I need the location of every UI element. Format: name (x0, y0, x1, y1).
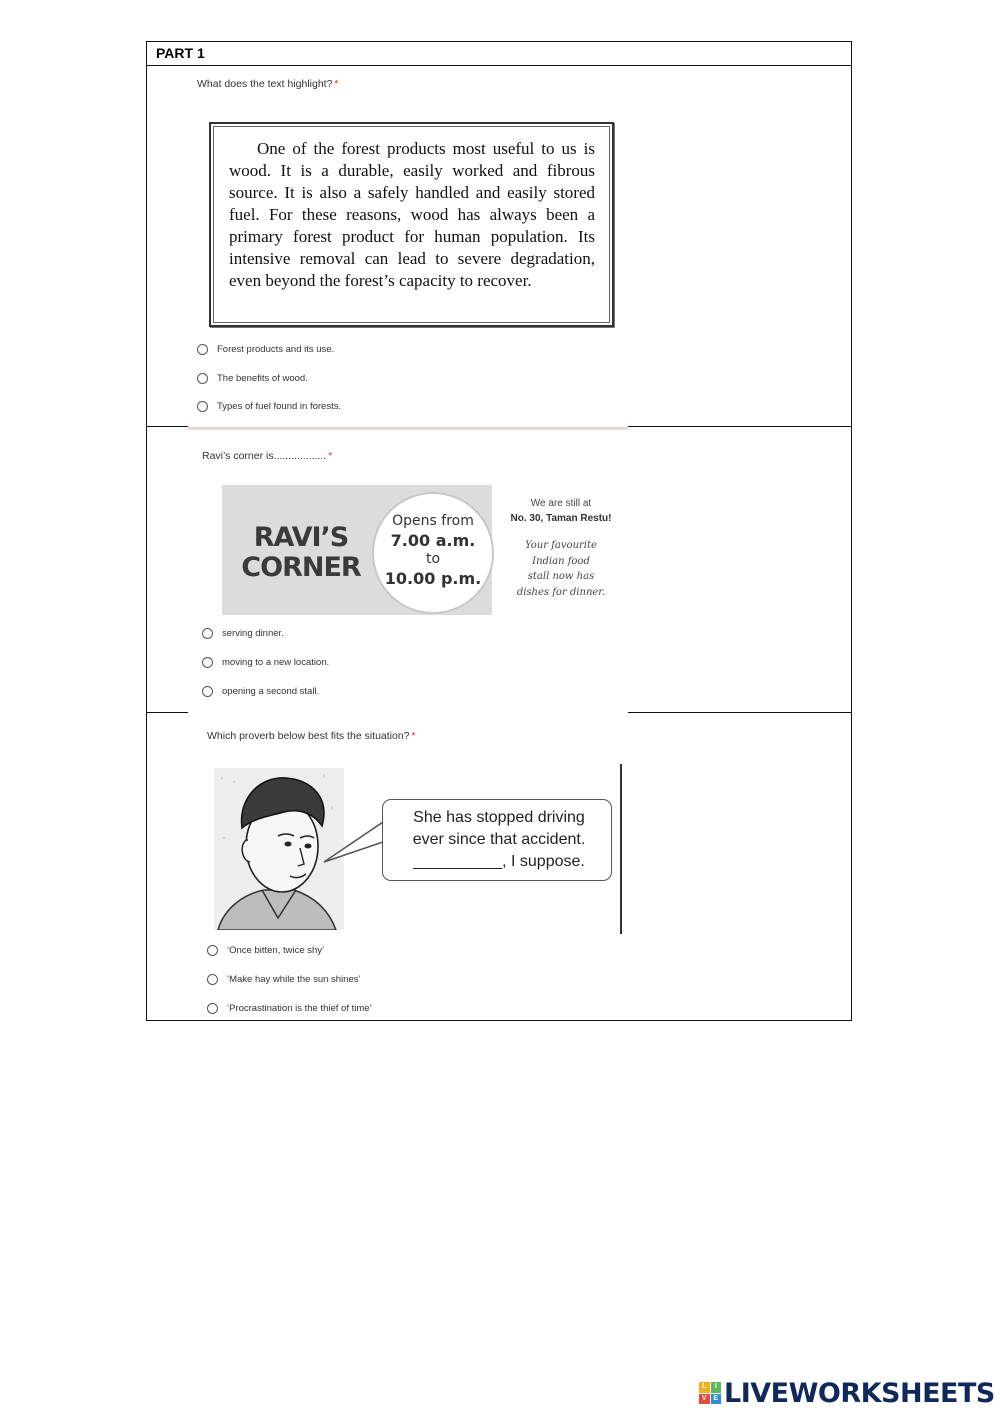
ad-script (500, 538, 622, 600)
paste-edge (188, 427, 628, 430)
q1-option-2[interactable] (197, 373, 308, 384)
ad-hours-line-3: to (425, 551, 441, 567)
ad-hours-line-2: 7.00 a.m. (390, 531, 476, 550)
bubble-line-1: She has stopped driving (413, 809, 585, 826)
option-label: Types of fuel found in forests. (217, 401, 342, 412)
option-label: ‘Make hay while the sun shines’ (227, 974, 361, 985)
q1-option-3[interactable] (197, 401, 341, 412)
ad-brand (236, 523, 366, 583)
ad-brand-line-1: RAVI’S (253, 522, 349, 553)
ad-script-line: Your favourite (525, 540, 597, 551)
required-mark: * (334, 78, 339, 90)
radio-button[interactable] (197, 401, 208, 412)
q2-option-2[interactable] (202, 657, 329, 668)
bubble-line-2: ever since that accident. (412, 831, 586, 848)
ad-script-line: stall now has (527, 571, 595, 582)
ad-script-line: dishes for dinner. (516, 586, 606, 598)
logo-block: I (711, 1382, 722, 1393)
question-2-text: Ravi’s corner is.................. (202, 450, 327, 462)
speech-bubble (382, 799, 612, 881)
required-mark: * (328, 450, 333, 462)
option-label: opening a second stall. (222, 686, 320, 697)
logo-block: L (699, 1382, 710, 1393)
question-3-text: Which proverb below best fits the situation? (207, 730, 410, 742)
radio-button[interactable] (202, 657, 213, 668)
q1-option-1[interactable] (197, 344, 334, 355)
option-label: The benefits of wood. (217, 373, 308, 384)
bubble-tail (322, 802, 384, 862)
question-2 (202, 450, 332, 462)
ad-hours-circle (372, 492, 494, 614)
ad-hours-line-1: Opens from (392, 513, 474, 529)
ad-still-at: We are still at (530, 498, 592, 509)
q2-option-3[interactable] (202, 686, 319, 697)
question-1-text: What does the text highlight? (197, 78, 333, 90)
ad-address: No. 30, Taman Restu! (510, 513, 612, 524)
ad-brand-line-2: CORNER (241, 552, 361, 583)
radio-button[interactable] (197, 344, 208, 355)
radio-button[interactable] (207, 974, 218, 985)
bubble-line-3: __________, I suppose. (413, 853, 585, 870)
q2-option-1[interactable] (202, 628, 284, 639)
radio-button[interactable] (207, 945, 218, 956)
q3-option-2[interactable] (207, 974, 361, 985)
radio-button[interactable] (202, 628, 213, 639)
option-label: serving dinner. (222, 628, 284, 639)
logo-block: E (711, 1394, 722, 1405)
passage-text: One of the forest products most useful to us is wood. It is a durable, easily worked and fibrous source. It is also a safely handled and easily stored fuel. For these reasons, wood has always been a primary forest product for human population. Its intensive removal can lead to severe degradation, even beyond the forest’s capacity to recover. (229, 139, 595, 290)
radio-button[interactable] (202, 686, 213, 697)
ravis-corner-ad (222, 485, 622, 615)
question-3 (207, 730, 416, 742)
option-label: ‘Once bitten, twice shy’ (227, 945, 325, 956)
ad-hours-line-4: 10.00 p.m. (384, 569, 482, 588)
required-mark: * (411, 730, 416, 742)
option-label: Forest products and its use. (217, 344, 335, 355)
part-title: PART 1 (156, 45, 205, 61)
question-1 (197, 78, 339, 90)
passage-box (209, 122, 614, 327)
q3-option-3[interactable] (207, 1003, 372, 1014)
logo-icon (699, 1382, 721, 1404)
logo-block: V (699, 1394, 710, 1405)
liveworksheets-logo (699, 1378, 995, 1408)
image-edge-line (620, 764, 622, 934)
q3-option-1[interactable] (207, 945, 324, 956)
logo-text: LIVEWORKSHEETS (724, 1377, 995, 1409)
ad-script-line: Indian food (532, 555, 590, 567)
option-label: moving to a new location. (222, 657, 330, 668)
option-label: ‘Procrastination is the thief of time’ (227, 1003, 372, 1014)
divider-gap (188, 708, 628, 716)
part-header (147, 42, 851, 66)
proverb-illustration (214, 764, 624, 936)
radio-button[interactable] (197, 373, 208, 384)
ad-info (500, 498, 622, 600)
radio-button[interactable] (207, 1003, 218, 1014)
